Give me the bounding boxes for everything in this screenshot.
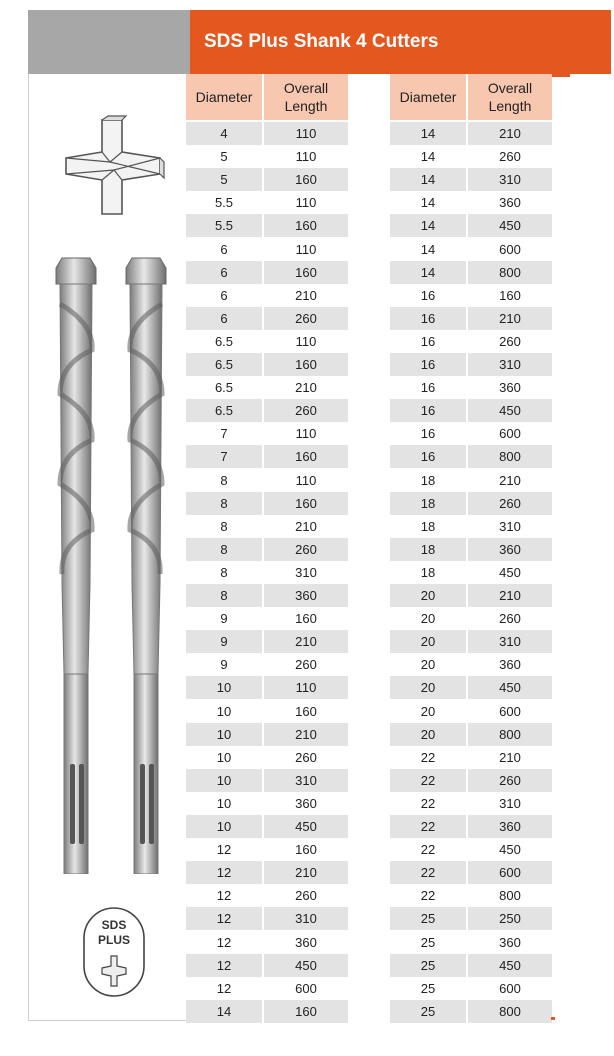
length-cell: 360 — [468, 815, 552, 838]
diameter-cell: 6.5 — [186, 399, 262, 422]
diameter-cell: 18 — [390, 492, 466, 515]
length-cell: 160 — [264, 1000, 348, 1023]
length-cell: 360 — [499, 195, 521, 211]
diameter-cell: 10 — [186, 676, 262, 699]
diameter-cell: 5.5 — [214, 195, 234, 211]
diameter-cell: 9 — [186, 630, 262, 653]
diameter-cell: 12 — [186, 907, 262, 930]
diameter-header-label: Diameter — [195, 89, 253, 105]
diameter-cell: 6.5 — [214, 333, 234, 349]
length-cell: 600 — [499, 703, 521, 719]
length-cell: 310 — [468, 630, 552, 653]
diameter-cell: 20 — [390, 630, 466, 653]
diameter-cell: 20 — [420, 657, 436, 673]
length-cell: 450 — [468, 954, 552, 977]
length-cell: 310 — [264, 769, 348, 792]
diameter-header-label: Diameter — [399, 89, 457, 105]
length-cell: 210 — [499, 472, 521, 488]
diameter-cell: 20 — [390, 723, 466, 746]
diameter-cell: 8 — [220, 564, 228, 580]
length-cell: 110 — [264, 676, 348, 699]
length-cell: 210 — [468, 122, 552, 145]
header-accent-right — [552, 74, 570, 77]
length-cell: 310 — [295, 564, 317, 580]
length-cell: 310 — [499, 795, 521, 811]
diameter-cell: 22 — [390, 815, 466, 838]
diameter-cell: 14 — [420, 149, 436, 165]
diameter-cell: 20 — [420, 611, 436, 627]
length-cell: 210 — [264, 861, 348, 884]
length-cell: 600 — [499, 241, 521, 257]
length-cell: 800 — [468, 261, 552, 284]
diameter-cell: 5.5 — [186, 214, 262, 237]
diameter-header — [186, 74, 262, 120]
diameter-cell: 18 — [420, 518, 436, 534]
diameter-cell: 7 — [220, 426, 228, 442]
diameter-cell: 6.5 — [214, 380, 234, 396]
diameter-cell: 16 — [420, 380, 436, 396]
length-cell: 210 — [499, 749, 521, 765]
length-cell: 450 — [468, 676, 552, 699]
diameter-cell: 22 — [420, 842, 436, 858]
drill-bit-icon — [48, 254, 104, 874]
header-gray-band — [28, 10, 190, 74]
diameter-cell: 8 — [186, 538, 262, 561]
length-cell: 160 — [499, 287, 521, 303]
diameter-cell: 12 — [216, 980, 232, 996]
page-title: SDS Plus Shank 4 Cutters — [204, 31, 439, 52]
length-cell: 600 — [499, 426, 521, 442]
diameter-cell: 6 — [186, 261, 262, 284]
diameter-cell: 14 — [390, 214, 466, 237]
length-cell: 250 — [468, 907, 552, 930]
diameter-cell: 20 — [390, 676, 466, 699]
length-cell: 800 — [468, 1000, 552, 1023]
diameter-cell: 25 — [420, 934, 436, 950]
length-cell: 210 — [295, 287, 317, 303]
diameter-cell: 16 — [390, 307, 466, 330]
diameter-cell: 12 — [216, 842, 232, 858]
diameter-cell: 5 — [186, 168, 262, 191]
diameter-cell: 10 — [216, 795, 232, 811]
length-cell: 160 — [264, 214, 348, 237]
length-cell: 160 — [264, 168, 348, 191]
length-cell: 110 — [295, 195, 317, 211]
length-cell: 260 — [468, 492, 552, 515]
diameter-cell: 18 — [420, 564, 436, 580]
diameter-cell: 22 — [390, 769, 466, 792]
length-cell: 450 — [499, 564, 521, 580]
length-cell: 210 — [264, 630, 348, 653]
length-header — [468, 74, 552, 120]
diameter-cell: 16 — [390, 399, 466, 422]
length-cell: 800 — [499, 888, 521, 904]
length-cell: 110 — [295, 426, 317, 442]
length-cell: 260 — [295, 749, 317, 765]
diameter-cell: 9 — [220, 657, 228, 673]
diameter-cell: 14 — [186, 1000, 262, 1023]
diameter-cell: 10 — [216, 749, 232, 765]
diameter-cell: 18 — [420, 472, 436, 488]
length-cell: 160 — [295, 703, 317, 719]
diameter-cell: 10 — [186, 769, 262, 792]
diameter-cell: 25 — [390, 1000, 466, 1023]
diameter-cell: 22 — [420, 888, 436, 904]
length-cell: 210 — [468, 584, 552, 607]
length-cell: 260 — [295, 657, 317, 673]
logo-line-2: PLUS — [97, 933, 130, 947]
diameter-cell: 6 — [220, 287, 228, 303]
diameter-cell: 22 — [390, 861, 466, 884]
diameter-cell: 16 — [420, 426, 436, 442]
length-cell: 360 — [295, 934, 317, 950]
length-cell: 110 — [295, 241, 317, 257]
length-header-line-2: Length — [488, 98, 532, 114]
length-cell: 210 — [295, 380, 317, 396]
diameter-cell: 7 — [186, 445, 262, 468]
length-cell: 450 — [499, 842, 521, 858]
diameter-cell: 8 — [220, 518, 228, 534]
diameter-cell: 20 — [420, 703, 436, 719]
diameter-cell: 25 — [390, 954, 466, 977]
diameter-cell: 10 — [186, 815, 262, 838]
header-title-band — [190, 10, 611, 74]
length-cell: 260 — [468, 769, 552, 792]
length-cell: 260 — [264, 307, 348, 330]
length-cell: 800 — [468, 445, 552, 468]
length-cell: 360 — [264, 584, 348, 607]
length-header-line-1: Overall — [283, 80, 329, 96]
diameter-cell: 8 — [220, 472, 228, 488]
diameter-cell: 16 — [390, 353, 466, 376]
length-cell: 110 — [295, 149, 317, 165]
diameter-cell: 12 — [216, 934, 232, 950]
length-cell: 310 — [468, 168, 552, 191]
length-cell: 310 — [499, 518, 521, 534]
length-cell: 600 — [295, 980, 317, 996]
length-cell: 110 — [295, 472, 317, 488]
length-cell: 160 — [295, 611, 317, 627]
length-cell: 210 — [264, 723, 348, 746]
length-cell: 360 — [499, 657, 521, 673]
length-cell: 450 — [468, 399, 552, 422]
cross-head-icon — [58, 112, 168, 222]
diameter-cell: 20 — [390, 584, 466, 607]
diameter-header — [390, 74, 466, 120]
length-cell: 450 — [468, 214, 552, 237]
diameter-cell: 8 — [186, 492, 262, 515]
diameter-cell: 14 — [390, 261, 466, 284]
diameter-cell: 16 — [420, 287, 436, 303]
length-cell: 160 — [264, 261, 348, 284]
length-cell: 360 — [295, 795, 317, 811]
length-header — [264, 74, 348, 120]
diameter-cell: 22 — [420, 795, 436, 811]
diameter-cell: 12 — [186, 861, 262, 884]
diameter-cell: 14 — [390, 168, 466, 191]
length-cell: 450 — [264, 954, 348, 977]
length-cell: 600 — [468, 861, 552, 884]
length-cell: 450 — [264, 815, 348, 838]
length-cell: 310 — [468, 353, 552, 376]
length-cell: 260 — [264, 538, 348, 561]
length-cell: 260 — [499, 149, 521, 165]
diameter-cell: 14 — [420, 241, 436, 257]
length-cell: 260 — [264, 399, 348, 422]
diameter-cell: 16 — [420, 333, 436, 349]
diameter-cell: 4 — [186, 122, 262, 145]
footer-accent — [551, 1017, 555, 1020]
diameter-cell: 25 — [390, 907, 466, 930]
length-header-line-2: Length — [284, 98, 328, 114]
length-cell: 310 — [264, 907, 348, 930]
diameter-cell: 5 — [220, 149, 228, 165]
length-cell: 800 — [468, 723, 552, 746]
diameter-cell: 10 — [186, 723, 262, 746]
length-cell: 260 — [499, 611, 521, 627]
diameter-cell: 25 — [420, 980, 436, 996]
length-cell: 110 — [264, 122, 348, 145]
length-cell: 110 — [295, 333, 317, 349]
logo-line-1: SDS — [101, 918, 127, 932]
diameter-cell: 14 — [390, 122, 466, 145]
diameter-cell: 6.5 — [186, 353, 262, 376]
length-cell: 360 — [468, 538, 552, 561]
length-cell: 600 — [499, 980, 521, 996]
diameter-cell: 16 — [390, 445, 466, 468]
length-cell: 160 — [264, 492, 348, 515]
diameter-cell: 6 — [186, 307, 262, 330]
diameter-cell: 12 — [216, 888, 232, 904]
diameter-cell: 22 — [420, 749, 436, 765]
diameter-cell: 18 — [390, 538, 466, 561]
diameter-cell: 9 — [220, 611, 228, 627]
length-header-line-1: Overall — [487, 80, 533, 96]
diameter-cell: 10 — [216, 703, 232, 719]
length-cell: 160 — [264, 353, 348, 376]
diameter-cell: 14 — [420, 195, 436, 211]
diameter-cell: 12 — [186, 954, 262, 977]
diameter-cell: 8 — [186, 584, 262, 607]
length-cell: 260 — [295, 888, 317, 904]
length-cell: 210 — [468, 307, 552, 330]
length-cell: 210 — [295, 518, 317, 534]
length-cell: 160 — [295, 842, 317, 858]
length-cell: 260 — [499, 333, 521, 349]
drill-bit-icon — [118, 254, 174, 874]
length-cell: 360 — [499, 934, 521, 950]
length-cell: 160 — [264, 445, 348, 468]
diameter-cell: 6 — [220, 241, 228, 257]
sds-plus-logo — [82, 906, 146, 998]
length-cell: 360 — [499, 380, 521, 396]
